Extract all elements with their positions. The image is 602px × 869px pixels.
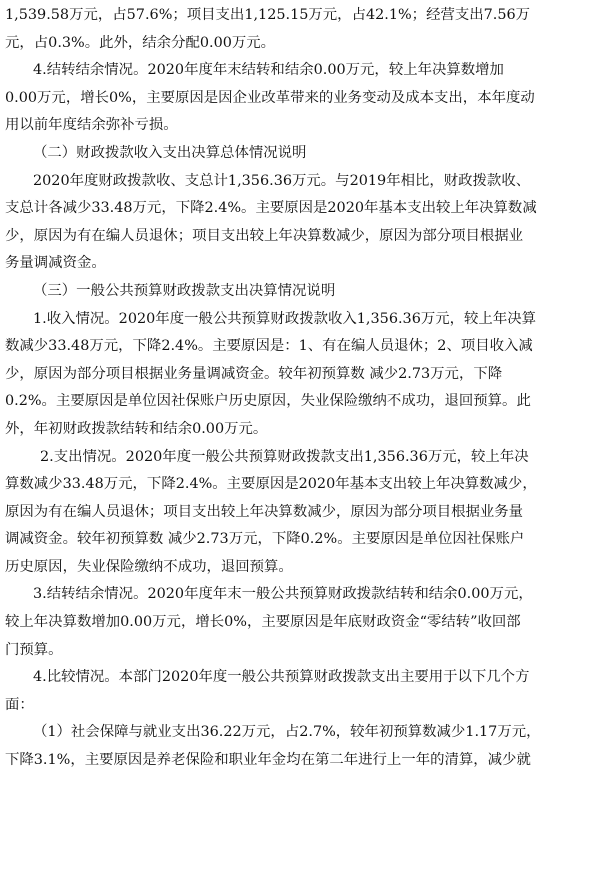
text-line: 支总计各减少33.48万元，下降2.4%。主要原因是2020年基本支出较上年决算数减 xyxy=(5,200,537,217)
text-line: 用以前年度结余弥补亏损。 xyxy=(5,117,178,134)
text-line: 面： xyxy=(5,696,34,713)
text-line: 少，原因为部分项目根据业务量调减资金。较年初预算数 减少2.73万元，下降 xyxy=(5,365,503,382)
text-line: 0.2%。主要原因是单位因社保账户历史原因，失业保险缴纳不成功，退回预算。此 xyxy=(5,393,531,410)
text-line: 2020年度财政拨款收、支总计1,356.36万元。与2019年相比，财政拨款收、 xyxy=(33,172,531,189)
text-line: 2.支出情况。2020年度一般公共预算财政拨款支出1,356.36万元，较上年决 xyxy=(40,448,529,465)
text-line: 元，占0.3%。此外，结余分配0.00万元。 xyxy=(5,34,276,51)
text-line: 少，原因为有在编人员退休；项目支出较上年决算数减少，原因为部分项目根据业 xyxy=(5,227,524,244)
text-line: 历史原因，失业保险缴纳不成功，退回预算。 xyxy=(5,558,293,575)
text-line: （二）财政拨款收入支出决算总体情况说明 xyxy=(33,144,307,161)
text-line: 调减资金。较年初预算数 减少2.73万元，下降0.2%。主要原因是单位因社保账户 xyxy=(5,531,525,548)
text-line: 原因为有在编人员退休；项目支出较上年决算数减少，原因为部分项目根据业务量 xyxy=(5,503,524,520)
text-line: 0.00万元，增长0%，主要原因是因企业改革带来的业务变动及成本支出，本年度动 xyxy=(5,89,535,106)
text-line: 4.比较情况。本部门2020年度一般公共预算财政拨款支出主要用于以下几个方 xyxy=(33,669,530,686)
text-line: 3.结转结余情况。2020年度年末一般公共预算财政拨款结转和结余0.00万元， xyxy=(33,586,533,603)
text-line: 外，年初财政拨款结转和结余0.00万元。 xyxy=(5,420,268,437)
text-line: （1）社会保障与就业支出36.22万元，占2.7%，较年初预算数减少1.17万元， xyxy=(33,724,541,741)
text-line: 务量调减资金。 xyxy=(5,255,106,272)
text-line: 1.收入情况。2020年度一般公共预算财政拨款收入1,356.36万元，较上年决算 xyxy=(33,310,536,327)
text-line: 数减少33.48万元，下降2.4%。主要原因是：1、有在编人员退休；2、项目收入减 xyxy=(5,338,533,355)
text-line: 较上年决算数增加0.00万元，增长0%，主要原因是年底财政资金“零结转”收回部 xyxy=(5,614,521,631)
text-line: 门预算。 xyxy=(5,641,63,658)
text-line: 算数减少33.48万元，下降2.4%。主要原因是2020年基本支出较上年决算数减少， xyxy=(5,476,537,493)
text-line: 下降3.1%，主要原因是养老保险和职业年金均在第二年进行上一年的清算，减少就 xyxy=(5,752,531,769)
text-line: （三）一般公共预算财政拨款支出决算情况说明 xyxy=(33,282,336,299)
text-line: 1,539.58万元，占57.6%；项目支出1,125.15万元，占42.1%；经营支出7.56万 xyxy=(5,7,531,23)
text-line: 4.结转结余情况。2020年度年末结转和结余0.00万元，较上年决算数增加 xyxy=(33,62,504,79)
